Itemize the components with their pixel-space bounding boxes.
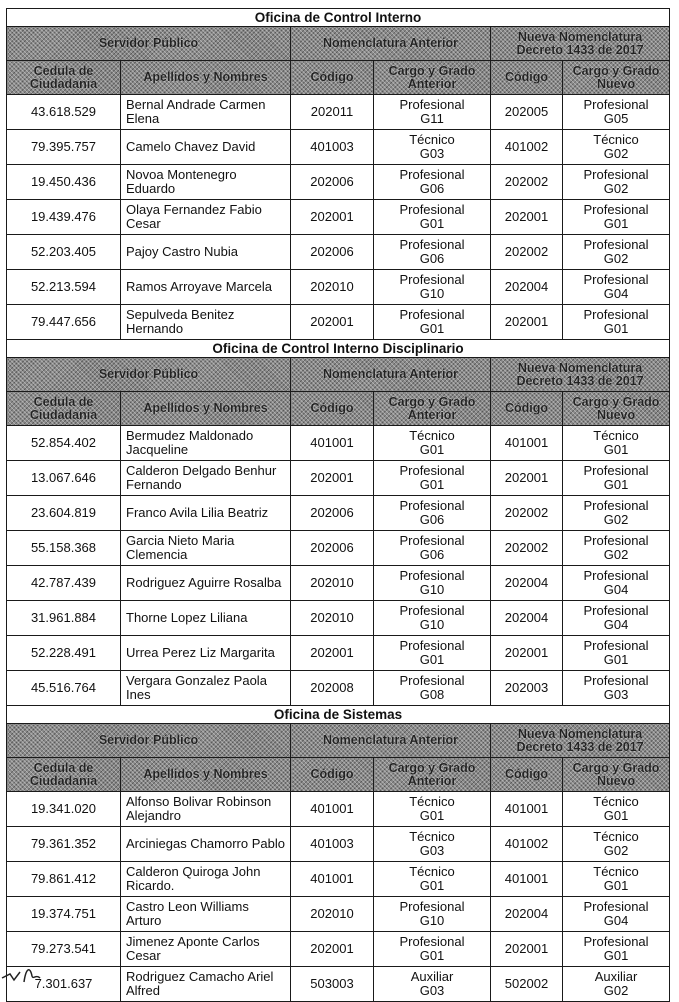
nombre-cell: Garcia Nieto Maria Clemencia bbox=[121, 531, 291, 566]
codigo-nuevo-cell: 202002 bbox=[491, 496, 563, 531]
cargo-nuevo-cell bbox=[563, 932, 670, 967]
table-row bbox=[7, 671, 670, 706]
cedula-cell: 19.450.436 bbox=[7, 165, 121, 200]
grado-anterior: G10 bbox=[419, 582, 445, 597]
codigo-anterior-cell: 202001 bbox=[291, 461, 374, 496]
cargo-anterior-cell bbox=[374, 95, 491, 130]
cargo-nuevo-cell bbox=[563, 130, 670, 165]
group-header-anterior: Nomenclatura Anterior bbox=[291, 358, 491, 392]
cargo-nuevo: Profesional bbox=[583, 603, 649, 618]
codigo-anterior-cell: 202006 bbox=[291, 235, 374, 270]
cargo-nuevo-cell bbox=[563, 967, 670, 1002]
cargo-nuevo-cell bbox=[563, 200, 670, 235]
codigo-nuevo-cell: 202005 bbox=[491, 95, 563, 130]
column-header-nombre: Apellidos y Nombres bbox=[121, 61, 291, 95]
grado-nuevo: G04 bbox=[603, 286, 629, 301]
cargo-nuevo-cell bbox=[563, 671, 670, 706]
grado-anterior: G06 bbox=[419, 251, 445, 266]
grado-nuevo: G01 bbox=[603, 808, 629, 823]
table-row bbox=[7, 566, 670, 601]
nombre-cell: Jimenez Aponte Carlos Cesar bbox=[121, 932, 291, 967]
grado-anterior: G03 bbox=[419, 146, 445, 161]
grado-nuevo: G02 bbox=[603, 983, 629, 998]
grado-anterior: G01 bbox=[419, 216, 445, 231]
cargo-anterior-cell bbox=[374, 862, 491, 897]
table-row bbox=[7, 130, 670, 165]
cargo-nuevo-cell bbox=[563, 531, 670, 566]
cedula-cell: 31.961.884 bbox=[7, 601, 121, 636]
cedula-cell: 13.067.646 bbox=[7, 461, 121, 496]
cargo-nuevo: Profesional bbox=[583, 568, 649, 583]
cargo-nuevo-cell bbox=[563, 897, 670, 932]
grado-nuevo: G01 bbox=[603, 442, 629, 457]
codigo-anterior-cell: 401003 bbox=[291, 130, 374, 165]
cedula-cell: 52.213.594 bbox=[7, 270, 121, 305]
codigo-nuevo-cell: 202004 bbox=[491, 270, 563, 305]
nombre-cell: Thorne Lopez Liliana bbox=[121, 601, 291, 636]
cargo-anterior-cell bbox=[374, 967, 491, 1002]
grado-anterior: G10 bbox=[419, 913, 445, 928]
cargo-nuevo: Profesional bbox=[583, 934, 649, 949]
cargo-anterior-cell bbox=[374, 932, 491, 967]
table-row bbox=[7, 496, 670, 531]
column-header-codigo-nuevo: Código bbox=[491, 758, 563, 792]
nombre-cell: Calderon Quiroga John Ricardo. bbox=[121, 862, 291, 897]
column-header-row bbox=[7, 61, 670, 95]
table-row bbox=[7, 235, 670, 270]
cargo-nuevo: Profesional bbox=[583, 237, 649, 252]
codigo-anterior-cell: 503003 bbox=[291, 967, 374, 1002]
column-header-codigo-nuevo: Código bbox=[491, 61, 563, 95]
cargo-nuevo-cell bbox=[563, 827, 670, 862]
cedula-cell: 23.604.819 bbox=[7, 496, 121, 531]
cargo-anterior: Profesional bbox=[399, 533, 465, 548]
cargo-nuevo-cell bbox=[563, 792, 670, 827]
nombre-cell: Castro Leon Williams Arturo bbox=[121, 897, 291, 932]
nombre-cell: Rodriguez Camacho Ariel Alfred bbox=[121, 967, 291, 1002]
document-page bbox=[6, 8, 669, 1002]
cargo-nuevo: Profesional bbox=[583, 533, 649, 548]
table-row bbox=[7, 165, 670, 200]
cargo-nuevo: Técnico bbox=[593, 794, 639, 809]
column-header-cargo-anterior: Cargo y Grado Anterior bbox=[374, 392, 491, 426]
nombre-cell: Bermudez Maldonado Jacqueline bbox=[121, 426, 291, 461]
grado-nuevo: G02 bbox=[603, 843, 629, 858]
nombre-cell: Urrea Perez Liz Margarita bbox=[121, 636, 291, 671]
nombre-cell: Sepulveda Benitez Hernando bbox=[121, 305, 291, 340]
codigo-nuevo-cell: 202002 bbox=[491, 165, 563, 200]
cedula-cell: 19.439.476 bbox=[7, 200, 121, 235]
cargo-anterior: Profesional bbox=[399, 237, 465, 252]
cargo-nuevo: Profesional bbox=[583, 97, 649, 112]
table-row bbox=[7, 827, 670, 862]
codigo-anterior-cell: 202006 bbox=[291, 496, 374, 531]
codigo-anterior-cell: 202001 bbox=[291, 932, 374, 967]
nombre-cell: Vergara Gonzalez Paola Ines bbox=[121, 671, 291, 706]
table-row bbox=[7, 426, 670, 461]
cargo-anterior-cell bbox=[374, 461, 491, 496]
nombre-cell: Arciniegas Chamorro Pablo bbox=[121, 827, 291, 862]
section-title: Oficina de Control Interno Disciplinario bbox=[7, 340, 670, 358]
section-title-row bbox=[7, 706, 670, 724]
column-header-codigo-anterior: Código bbox=[291, 758, 374, 792]
section-title: Oficina de Sistemas bbox=[7, 706, 670, 724]
grado-anterior: G10 bbox=[419, 286, 445, 301]
cargo-anterior: Profesional bbox=[399, 97, 465, 112]
grado-nuevo: G05 bbox=[603, 111, 629, 126]
cargo-anterior: Profesional bbox=[399, 272, 465, 287]
codigo-anterior-cell: 202010 bbox=[291, 897, 374, 932]
section-title-row bbox=[7, 340, 670, 358]
section-title-row bbox=[7, 9, 670, 27]
cedula-cell: 7.301.637 bbox=[7, 967, 121, 1002]
nombre-cell: Pajoy Castro Nubia bbox=[121, 235, 291, 270]
grado-anterior: G10 bbox=[419, 617, 445, 632]
table-row bbox=[7, 305, 670, 340]
cargo-nuevo: Profesional bbox=[583, 167, 649, 182]
grado-anterior: G01 bbox=[419, 878, 445, 893]
cargo-nuevo: Profesional bbox=[583, 202, 649, 217]
grado-anterior: G01 bbox=[419, 477, 445, 492]
cargo-anterior-cell bbox=[374, 671, 491, 706]
column-header-cargo-nuevo: Cargo y Grado Nuevo bbox=[563, 392, 670, 426]
table-row bbox=[7, 95, 670, 130]
cargo-anterior-cell bbox=[374, 200, 491, 235]
codigo-anterior-cell: 202008 bbox=[291, 671, 374, 706]
cargo-anterior: Técnico bbox=[409, 829, 455, 844]
grado-nuevo: G01 bbox=[603, 878, 629, 893]
table-row bbox=[7, 461, 670, 496]
cargo-nuevo-cell bbox=[563, 426, 670, 461]
cargo-nuevo-cell bbox=[563, 95, 670, 130]
grado-nuevo: G02 bbox=[603, 181, 629, 196]
column-header-cargo-anterior: Cargo y Grado Anterior bbox=[374, 61, 491, 95]
codigo-anterior-cell: 202001 bbox=[291, 636, 374, 671]
nombre-cell: Rodriguez Aguirre Rosalba bbox=[121, 566, 291, 601]
cargo-anterior: Técnico bbox=[409, 132, 455, 147]
cargo-nuevo: Profesional bbox=[583, 498, 649, 513]
codigo-anterior-cell: 202011 bbox=[291, 95, 374, 130]
codigo-anterior-cell: 401001 bbox=[291, 792, 374, 827]
cargo-anterior-cell bbox=[374, 235, 491, 270]
codigo-nuevo-cell: 202001 bbox=[491, 461, 563, 496]
cargo-anterior-cell bbox=[374, 496, 491, 531]
cargo-anterior: Profesional bbox=[399, 498, 465, 513]
grado-anterior: G01 bbox=[419, 321, 445, 336]
section-title: Oficina de Control Interno bbox=[7, 9, 670, 27]
cargo-nuevo: Profesional bbox=[583, 673, 649, 688]
codigo-anterior-cell: 202006 bbox=[291, 165, 374, 200]
cargo-anterior-cell bbox=[374, 130, 491, 165]
nombre-cell: Novoa Montenegro Eduardo bbox=[121, 165, 291, 200]
grado-anterior: G06 bbox=[419, 181, 445, 196]
group-header-servidor: Servidor Público bbox=[7, 358, 291, 392]
table-row bbox=[7, 897, 670, 932]
cargo-anterior-cell bbox=[374, 792, 491, 827]
cargo-nuevo: Técnico bbox=[593, 864, 639, 879]
cargo-anterior: Profesional bbox=[399, 568, 465, 583]
column-header-cedula: Cedula de Ciudadania bbox=[7, 758, 121, 792]
table-row bbox=[7, 601, 670, 636]
cargo-nuevo-cell bbox=[563, 270, 670, 305]
nombre-cell: Olaya Fernandez Fabio Cesar bbox=[121, 200, 291, 235]
cargo-anterior: Profesional bbox=[399, 167, 465, 182]
table-row bbox=[7, 862, 670, 897]
table-row bbox=[7, 792, 670, 827]
cargo-nuevo-cell bbox=[563, 862, 670, 897]
cargo-nuevo-cell bbox=[563, 235, 670, 270]
cedula-cell: 52.228.491 bbox=[7, 636, 121, 671]
grado-nuevo: G04 bbox=[603, 582, 629, 597]
grado-anterior: G01 bbox=[419, 442, 445, 457]
codigo-nuevo-cell: 202004 bbox=[491, 566, 563, 601]
cargo-anterior: Profesional bbox=[399, 673, 465, 688]
cargo-anterior-cell bbox=[374, 601, 491, 636]
cargo-anterior: Profesional bbox=[399, 463, 465, 478]
grado-nuevo: G01 bbox=[603, 321, 629, 336]
cargo-anterior: Técnico bbox=[409, 428, 455, 443]
cargo-nuevo: Técnico bbox=[593, 829, 639, 844]
cargo-nuevo-cell bbox=[563, 496, 670, 531]
grado-nuevo: G02 bbox=[603, 512, 629, 527]
grado-nuevo: G02 bbox=[603, 251, 629, 266]
cargo-nuevo: Profesional bbox=[583, 638, 649, 653]
grado-anterior: G03 bbox=[419, 983, 445, 998]
cargo-nuevo-cell bbox=[563, 165, 670, 200]
codigo-anterior-cell: 401001 bbox=[291, 426, 374, 461]
cargo-anterior-cell bbox=[374, 305, 491, 340]
grado-anterior: G11 bbox=[420, 111, 444, 126]
cedula-cell: 79.447.656 bbox=[7, 305, 121, 340]
codigo-nuevo-cell: 502002 bbox=[491, 967, 563, 1002]
cedula-cell: 55.158.368 bbox=[7, 531, 121, 566]
column-header-row bbox=[7, 758, 670, 792]
cargo-anterior-cell bbox=[374, 897, 491, 932]
grado-anterior: G01 bbox=[419, 948, 445, 963]
cargo-anterior: Profesional bbox=[399, 899, 465, 914]
column-header-cedula: Cedula de Ciudadania bbox=[7, 61, 121, 95]
grado-nuevo: G01 bbox=[603, 477, 629, 492]
group-header-row bbox=[7, 724, 670, 758]
cargo-anterior: Auxiliar bbox=[410, 969, 454, 984]
cargo-anterior: Profesional bbox=[399, 202, 465, 217]
grado-nuevo: G02 bbox=[603, 146, 629, 161]
codigo-anterior-cell: 401001 bbox=[291, 862, 374, 897]
cargo-anterior: Profesional bbox=[399, 638, 465, 653]
cedula-cell: 45.516.764 bbox=[7, 671, 121, 706]
cedula-cell: 52.203.405 bbox=[7, 235, 121, 270]
grado-nuevo: G02 bbox=[603, 547, 629, 562]
codigo-anterior-cell: 202010 bbox=[291, 601, 374, 636]
column-header-cargo-nuevo: Cargo y Grado Nuevo bbox=[563, 758, 670, 792]
cedula-cell: 79.361.352 bbox=[7, 827, 121, 862]
cargo-anterior-cell bbox=[374, 531, 491, 566]
codigo-nuevo-cell: 401001 bbox=[491, 862, 563, 897]
column-header-nombre: Apellidos y Nombres bbox=[121, 758, 291, 792]
codigo-nuevo-cell: 202001 bbox=[491, 305, 563, 340]
codigo-anterior-cell: 202001 bbox=[291, 305, 374, 340]
codigo-nuevo-cell: 202001 bbox=[491, 636, 563, 671]
group-header-nueva: Nueva Nomenclatura Decreto 1433 de 2017 bbox=[491, 27, 670, 61]
cargo-nuevo: Profesional bbox=[583, 899, 649, 914]
cargo-anterior: Profesional bbox=[399, 934, 465, 949]
column-header-codigo-anterior: Código bbox=[291, 392, 374, 426]
group-header-servidor: Servidor Público bbox=[7, 27, 291, 61]
table-row bbox=[7, 636, 670, 671]
grado-nuevo: G01 bbox=[603, 216, 629, 231]
column-header-nombre: Apellidos y Nombres bbox=[121, 392, 291, 426]
nombre-cell: Camelo Chavez David bbox=[121, 130, 291, 165]
codigo-nuevo-cell: 202004 bbox=[491, 601, 563, 636]
grado-anterior: G06 bbox=[419, 547, 445, 562]
grado-nuevo: G04 bbox=[603, 617, 629, 632]
cargo-anterior: Profesional bbox=[399, 603, 465, 618]
codigo-nuevo-cell: 401002 bbox=[491, 130, 563, 165]
codigo-anterior-cell: 202006 bbox=[291, 531, 374, 566]
grado-anterior: G03 bbox=[419, 843, 445, 858]
grado-nuevo: G01 bbox=[603, 652, 629, 667]
cargo-anterior: Técnico bbox=[409, 794, 455, 809]
nombre-cell: Alfonso Bolivar Robinson Alejandro bbox=[121, 792, 291, 827]
codigo-nuevo-cell: 202001 bbox=[491, 200, 563, 235]
codigo-nuevo-cell: 401001 bbox=[491, 426, 563, 461]
cargo-nuevo-cell bbox=[563, 601, 670, 636]
codigo-anterior-cell: 202010 bbox=[291, 270, 374, 305]
column-header-codigo-nuevo: Código bbox=[491, 392, 563, 426]
cargo-anterior-cell bbox=[374, 566, 491, 601]
table-row bbox=[7, 270, 670, 305]
column-header-row bbox=[7, 392, 670, 426]
grado-nuevo: G01 bbox=[603, 948, 629, 963]
codigo-nuevo-cell: 202001 bbox=[491, 932, 563, 967]
cargo-nuevo: Profesional bbox=[583, 463, 649, 478]
cedula-cell: 52.854.402 bbox=[7, 426, 121, 461]
cedula-cell: 42.787.439 bbox=[7, 566, 121, 601]
codigo-nuevo-cell: 202004 bbox=[491, 897, 563, 932]
cedula-cell: 19.341.020 bbox=[7, 792, 121, 827]
table-row bbox=[7, 200, 670, 235]
cargo-nuevo-cell bbox=[563, 566, 670, 601]
column-header-cargo-nuevo: Cargo y Grado Nuevo bbox=[563, 61, 670, 95]
personnel-table bbox=[6, 8, 670, 1002]
group-header-nueva: Nueva Nomenclatura Decreto 1433 de 2017 bbox=[491, 724, 670, 758]
signature-mark bbox=[0, 962, 60, 984]
group-header-anterior: Nomenclatura Anterior bbox=[291, 724, 491, 758]
codigo-anterior-cell: 202010 bbox=[291, 566, 374, 601]
column-header-cedula: Cedula de Ciudadania bbox=[7, 392, 121, 426]
cedula-cell: 79.273.541 bbox=[7, 932, 121, 967]
codigo-anterior-cell: 202001 bbox=[291, 200, 374, 235]
cargo-anterior-cell bbox=[374, 636, 491, 671]
codigo-nuevo-cell: 401002 bbox=[491, 827, 563, 862]
grado-nuevo: G04 bbox=[603, 913, 629, 928]
cargo-nuevo-cell bbox=[563, 461, 670, 496]
table-row bbox=[7, 932, 670, 967]
cedula-cell: 79.861.412 bbox=[7, 862, 121, 897]
cargo-anterior-cell bbox=[374, 165, 491, 200]
cargo-anterior-cell bbox=[374, 827, 491, 862]
cedula-cell: 43.618.529 bbox=[7, 95, 121, 130]
cargo-nuevo: Técnico bbox=[593, 428, 639, 443]
cargo-nuevo: Profesional bbox=[583, 272, 649, 287]
grado-anterior: G06 bbox=[419, 512, 445, 527]
cargo-anterior-cell bbox=[374, 426, 491, 461]
cargo-anterior: Profesional bbox=[399, 307, 465, 322]
codigo-anterior-cell: 401003 bbox=[291, 827, 374, 862]
table-row bbox=[7, 531, 670, 566]
codigo-nuevo-cell: 401001 bbox=[491, 792, 563, 827]
grado-anterior: G01 bbox=[419, 808, 445, 823]
cargo-nuevo-cell bbox=[563, 305, 670, 340]
cargo-nuevo-cell bbox=[563, 636, 670, 671]
codigo-nuevo-cell: 202002 bbox=[491, 531, 563, 566]
group-header-row bbox=[7, 358, 670, 392]
codigo-nuevo-cell: 202003 bbox=[491, 671, 563, 706]
codigo-nuevo-cell: 202002 bbox=[491, 235, 563, 270]
group-header-row bbox=[7, 27, 670, 61]
group-header-servidor: Servidor Público bbox=[7, 724, 291, 758]
cargo-nuevo: Profesional bbox=[583, 307, 649, 322]
nombre-cell: Bernal Andrade Carmen Elena bbox=[121, 95, 291, 130]
column-header-cargo-anterior: Cargo y Grado Anterior bbox=[374, 758, 491, 792]
cargo-nuevo: Auxiliar bbox=[594, 969, 638, 984]
group-header-anterior: Nomenclatura Anterior bbox=[291, 27, 491, 61]
nombre-cell: Franco Avila Lilia Beatriz bbox=[121, 496, 291, 531]
grado-nuevo: G03 bbox=[603, 687, 629, 702]
cargo-anterior-cell bbox=[374, 270, 491, 305]
cargo-nuevo: Técnico bbox=[593, 132, 639, 147]
table-row bbox=[7, 967, 670, 1002]
grado-anterior: G01 bbox=[419, 652, 445, 667]
group-header-nueva: Nueva Nomenclatura Decreto 1433 de 2017 bbox=[491, 358, 670, 392]
cedula-cell: 79.395.757 bbox=[7, 130, 121, 165]
cargo-anterior: Técnico bbox=[409, 864, 455, 879]
grado-anterior: G08 bbox=[419, 687, 445, 702]
column-header-codigo-anterior: Código bbox=[291, 61, 374, 95]
nombre-cell: Ramos Arroyave Marcela bbox=[121, 270, 291, 305]
nombre-cell: Calderon Delgado Benhur Fernando bbox=[121, 461, 291, 496]
cedula-cell: 19.374.751 bbox=[7, 897, 121, 932]
